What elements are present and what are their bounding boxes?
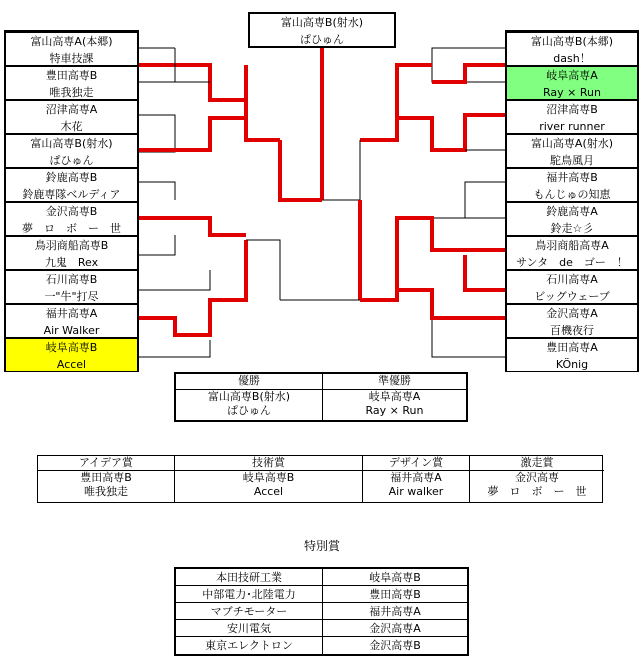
- left-team-box: [6, 100, 137, 134]
- results-table: [174, 372, 468, 422]
- left-team-school: 金沢高専B: [45, 205, 98, 218]
- award-school: 岐阜高専B: [242, 471, 295, 484]
- special-school: 岐阜高専B: [323, 569, 467, 586]
- special-award-title: 特別賞: [303, 539, 340, 553]
- right-line: [322, 140, 360, 200]
- right-team-box: [507, 338, 637, 372]
- special-school: 金沢高専B: [369, 639, 421, 652]
- left-team-school: 富山高専A(本郷): [30, 35, 113, 48]
- left-team-school: 石川高専B: [45, 273, 98, 286]
- right-line-win: [360, 65, 432, 140]
- left-team-school: 岐阜高専B: [45, 341, 98, 354]
- left-line-win: [280, 140, 322, 200]
- runner-up-team: Ray × Run: [365, 404, 424, 417]
- right-team-name: 駝鳥風月: [550, 154, 594, 167]
- left-line: [139, 235, 175, 255]
- left-team-school: 沼津高専A: [45, 103, 98, 116]
- award-title: デザイン賞: [363, 456, 470, 471]
- left-line-win: [246, 65, 280, 140]
- right-line-win: [465, 255, 505, 290]
- top-winner-team: ぱひゅん: [300, 33, 344, 46]
- right-line: [432, 182, 505, 218]
- award-school: 福井高専A: [390, 471, 442, 484]
- right-team-school: 金沢高専A: [546, 307, 598, 320]
- special-school: 豊田高専B: [323, 586, 467, 603]
- right-team-school: 岐阜高専A: [546, 69, 598, 82]
- right-line: [432, 320, 505, 357]
- left-line-win: [175, 218, 246, 235]
- award-title: アイデア賞: [38, 456, 175, 471]
- winner-school: 富山高専B(射水): [207, 390, 291, 403]
- right-team-name: 百機夜行: [550, 324, 594, 337]
- left-team-name: 九鬼 Rex: [44, 256, 99, 269]
- award-title: 技術賞: [175, 456, 363, 471]
- special-sponsor: マブチモーター: [176, 603, 323, 620]
- right-team-box: [507, 168, 637, 202]
- right-team-box: [507, 270, 637, 304]
- runner-up-cell: [323, 390, 466, 420]
- award-team: Accel: [253, 485, 284, 498]
- right-line-win: [397, 290, 505, 318]
- left-line-win: [139, 118, 246, 150]
- left-team-box: [6, 202, 137, 236]
- right-team-box: [507, 236, 637, 270]
- left-team-box: [6, 32, 137, 66]
- right-team-name: Ray × Run: [543, 86, 601, 99]
- left-team-box: [6, 134, 137, 168]
- right-team-name: 鈴走☆彡: [550, 222, 594, 235]
- left-team-school: 鈴鹿高専B: [45, 171, 98, 184]
- runner-up-school: 岐阜高専A: [368, 390, 421, 403]
- right-team-school: 福井高専B: [546, 171, 598, 184]
- runner-up-header: 準優勝: [323, 374, 466, 390]
- special-sponsor: 安川電気: [176, 620, 323, 637]
- right-team-school: 豊田高専A: [546, 341, 598, 354]
- left-team-name: ぱひゅん: [49, 154, 94, 167]
- right-team-name: dash！: [553, 52, 591, 65]
- special-sponsor: 東京エレクトロン: [176, 637, 323, 654]
- award-winner: [363, 471, 470, 502]
- right-team-school: 鈴鹿高専A: [546, 205, 598, 218]
- right-line-win: [360, 218, 505, 300]
- right-team-box: [507, 66, 637, 100]
- left-team-name: 鈴鹿専隊ベルディア: [22, 188, 121, 201]
- right-line-win: [397, 115, 505, 150]
- left-team-name: 一"牛"打尽: [44, 290, 99, 303]
- winner-header: 優勝: [176, 374, 323, 390]
- left-team-name: 特車技課: [49, 52, 94, 65]
- left-line-win: [139, 240, 246, 335]
- left-team-box: [6, 304, 137, 338]
- right-team-school: 富山高専A(射水): [530, 137, 614, 150]
- special-school: 福井高専A: [323, 603, 467, 620]
- award-winner: [175, 471, 363, 502]
- top-winner-school: 富山高専B(射水): [280, 16, 364, 29]
- special-awards-table: [174, 567, 469, 656]
- award-winner: [38, 471, 175, 502]
- left-team-name: 木花: [60, 120, 83, 133]
- left-line: [246, 240, 280, 300]
- right-team-name: サンタ de ゴー ！: [516, 256, 628, 269]
- award-team: 夢 ロ ボ ー 世: [487, 485, 587, 498]
- right-team-school: 沼津高専B: [546, 103, 598, 116]
- left-team-name: 夢 ロ ボ ー 世: [22, 222, 121, 235]
- left-team-box: [6, 270, 137, 304]
- left-line: [139, 115, 175, 152]
- left-line: [139, 340, 210, 357]
- left-team-name: Accel: [56, 358, 87, 371]
- award-team: Air walker: [388, 485, 444, 498]
- right-team-school: 鳥羽商船高専A: [535, 239, 609, 252]
- right-team-box: [507, 202, 637, 236]
- award-winner: [470, 471, 604, 502]
- award-school: 金沢高専: [515, 471, 559, 484]
- left-team-name: 唯我独走: [49, 86, 94, 99]
- left-line: [139, 270, 210, 290]
- left-team-box: [6, 338, 137, 372]
- award-school: 豊田高専B: [80, 471, 132, 484]
- left-team-school: 鳥羽商船高専B: [34, 239, 109, 252]
- right-team-name: ビッグウェーブ: [534, 290, 610, 303]
- left-team-school: 豊田高専B: [45, 69, 98, 82]
- left-team-box: [6, 66, 137, 100]
- left-team-school: 福井高専A: [45, 307, 98, 320]
- special-sponsor: 中部電力･北陸電力: [176, 586, 323, 603]
- left-team-box: [6, 168, 137, 202]
- awards-table: [37, 455, 603, 503]
- winner-team: ぱひゅん: [227, 404, 271, 417]
- right-team-box: [507, 100, 637, 134]
- right-team-school: 富山高専B(本郷): [530, 35, 614, 48]
- right-team-name: もんじゅの知恵: [533, 188, 611, 201]
- left-line: [139, 182, 175, 200]
- award-team: 唯我独走: [84, 485, 128, 498]
- right-team-name: river runner: [539, 120, 605, 133]
- right-line-win: [432, 65, 505, 82]
- right-team-box: [507, 134, 637, 168]
- right-team-name: KÖnig: [555, 358, 589, 371]
- right-team-school: 石川高専A: [546, 273, 598, 286]
- special-sponsor: 本田技研工業: [176, 569, 323, 586]
- left-team-school: 富山高専B(射水): [30, 137, 113, 150]
- right-team-box: [507, 32, 637, 66]
- special-school: 金沢高専A: [323, 620, 467, 637]
- left-team-name: Air Walker: [43, 324, 100, 337]
- award-title: 激走賞: [470, 456, 604, 471]
- left-team-box: [6, 236, 137, 270]
- right-team-box: [507, 304, 637, 338]
- winner-cell: [176, 390, 323, 420]
